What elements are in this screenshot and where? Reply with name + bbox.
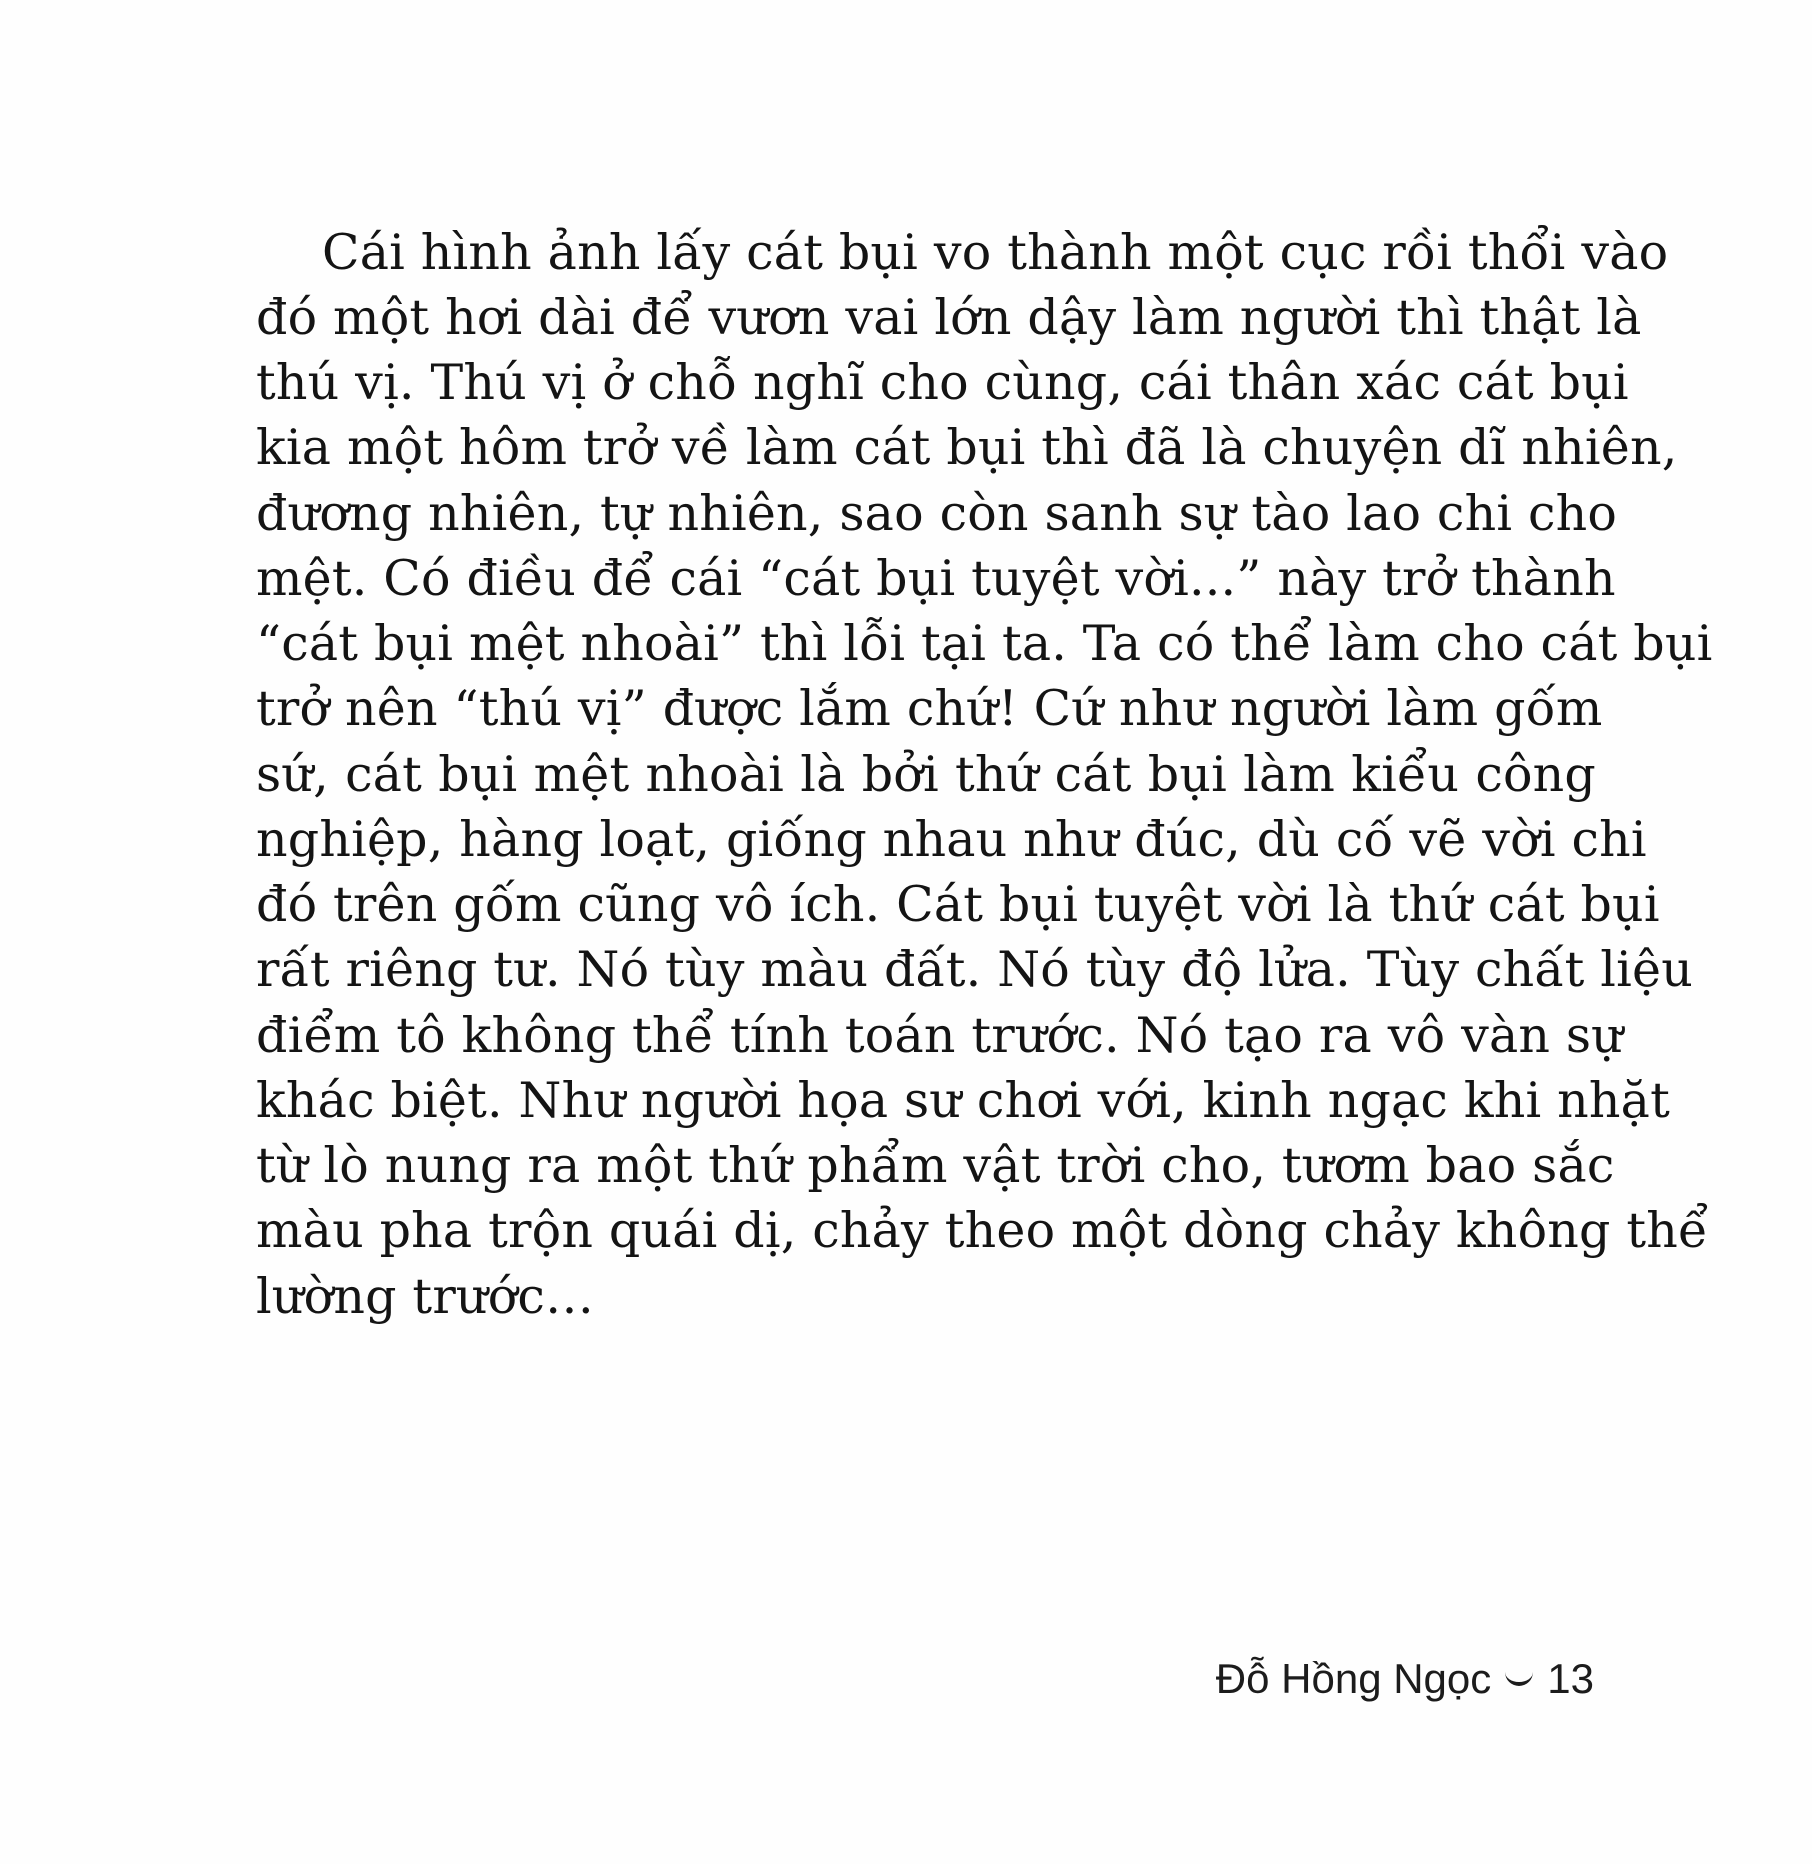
paragraph-line: nghiệp, hàng loạt, giống nhau như đúc, dù cố vẽ vời chi xyxy=(256,811,1647,868)
paragraph-line: rất riêng tư. Nó tùy màu đất. Nó tùy độ lửa. Tùy chất liệu xyxy=(256,941,1694,998)
page-number: 13 xyxy=(1547,1655,1594,1702)
paragraph-line: sứ, cát bụi mệt nhoài là bởi thứ cát bụi làm kiểu công xyxy=(256,746,1596,803)
paragraph-line: màu pha trộn quái dị, chảy theo một dòng chảy không thể xyxy=(256,1202,1709,1259)
paragraph-line: trở nên “thú vị” được lắm chứ! Cứ như người làm gốm xyxy=(256,680,1603,737)
paragraph-line: kia một hôm trở về làm cát bụi thì đã là chuyện dĩ nhiên, xyxy=(256,419,1678,476)
paragraph-line: thú vị. Thú vị ở chỗ nghĩ cho cùng, cái thân xác cát bụi xyxy=(256,354,1629,411)
paragraph-line: đương nhiên, tự nhiên, sao còn sanh sự tào lao chi cho xyxy=(256,485,1618,542)
page-footer xyxy=(1216,1655,1594,1703)
paragraph-line: đó một hơi dài để vươn vai lớn dậy làm người thì thật là xyxy=(256,289,1642,346)
paragraph-line: khác biệt. Như người họa sư chơi với, kinh ngạc khi nhặt xyxy=(256,1072,1670,1129)
paragraph-line: mệt. Có điều để cái “cát bụi tuyệt vời...” này trở thành xyxy=(256,550,1616,607)
paragraph-line: từ lò nung ra một thứ phẩm vật trời cho, tươm bao sắc xyxy=(256,1137,1615,1194)
paragraph-line: điểm tô không thể tính toán trước. Nó tạo ra vô vàn sự xyxy=(256,1007,1624,1064)
paragraph-line: đó trên gốm cũng vô ích. Cát bụi tuyệt vời là thứ cát bụi xyxy=(256,876,1660,933)
paragraph-last-line: lường trước… xyxy=(256,1268,595,1325)
paragraph-line: “cát bụi mệt nhoài” thì lỗi tại ta. Ta có thể làm cho cát bụi xyxy=(256,615,1713,672)
paragraph-line: Cái hình ảnh lấy cát bụi vo thành một cục rồi thổi vào xyxy=(322,224,1669,281)
author-name: Đỗ Hồng Ngọc xyxy=(1215,1655,1492,1702)
footer-separator-ornament xyxy=(1505,1672,1533,1686)
